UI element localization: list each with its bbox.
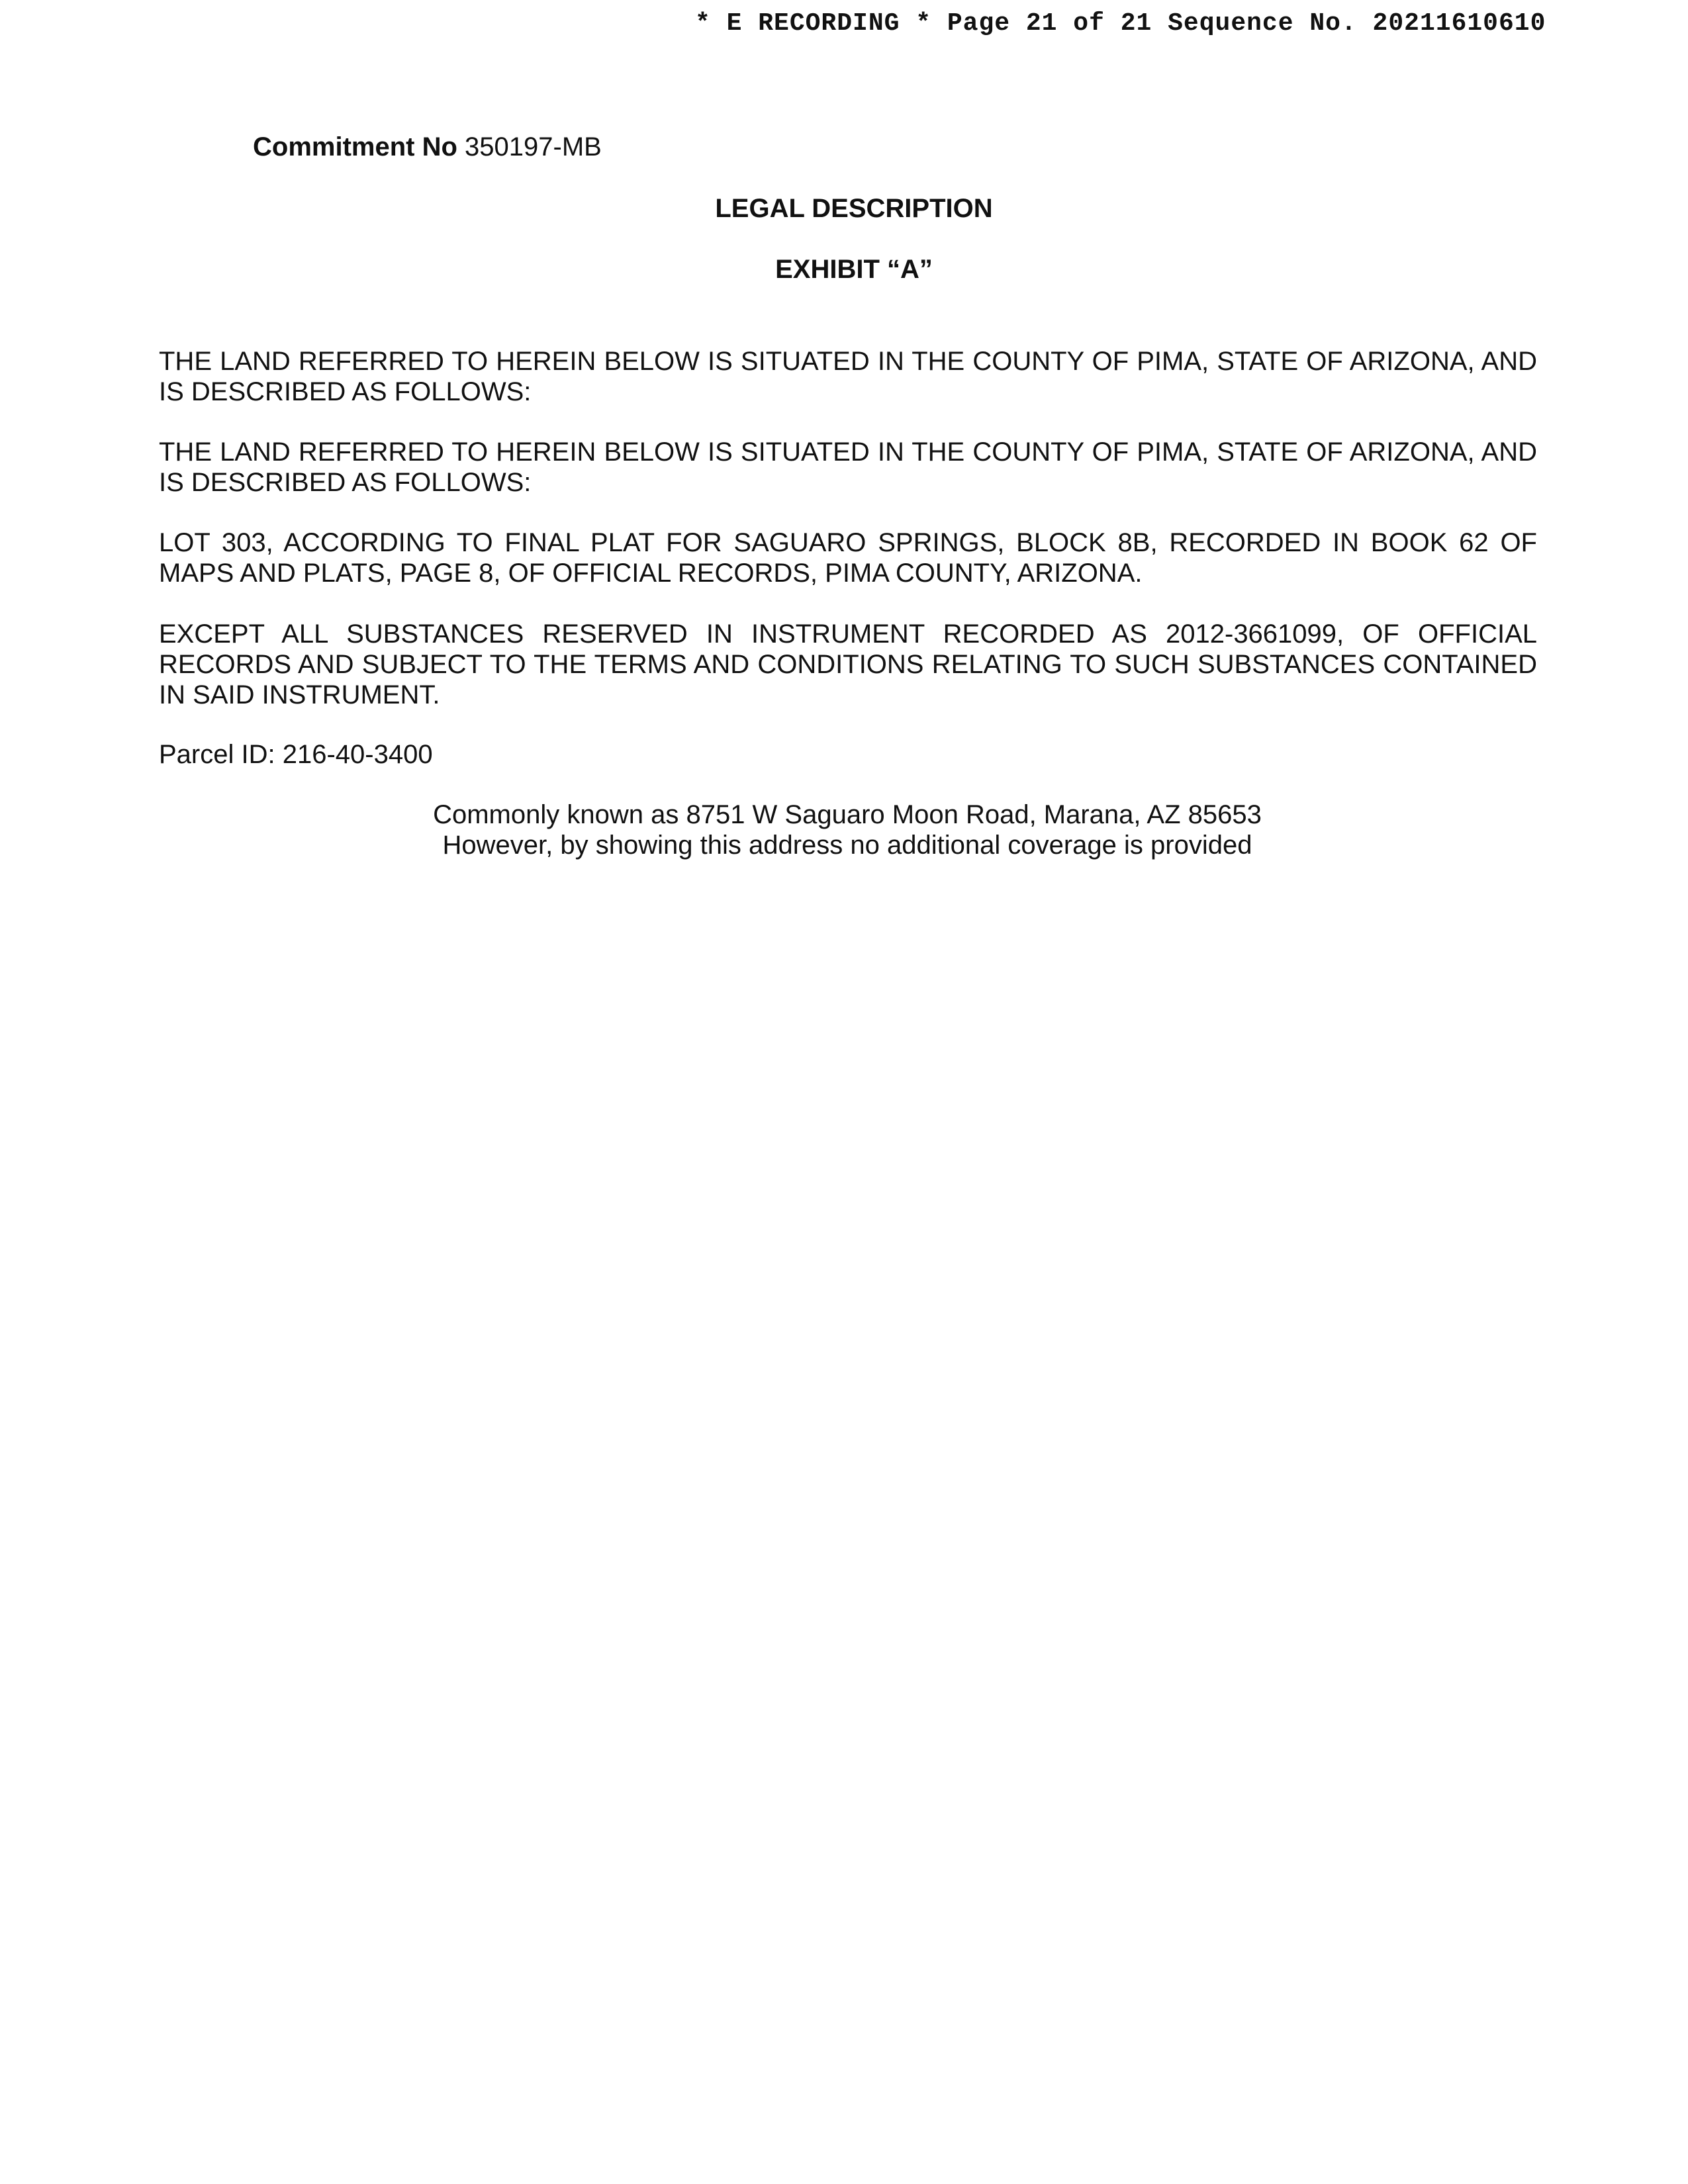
paragraph-situated-1: THE LAND REFERRED TO HEREIN BELOW IS SITUATED IN THE COUNTY OF PIMA, STATE OF ARIZONA, AND IS DESCRIBED AS FOLLOWS: (159, 347, 1537, 406)
commitment-value: 350197-MB (465, 132, 602, 161)
commitment-label: Commitment No (253, 132, 457, 161)
address-line-2: However, by showing this address no additional coverage is provided (442, 831, 1252, 860)
recording-header: * E RECORDING * Page 21 of 21 Sequence No. 20211610610 (695, 9, 1546, 38)
parcel-id: Parcel ID: 216-40-3400 (159, 740, 433, 769)
paragraph-lot-description: LOT 303, ACCORDING TO FINAL PLAT FOR SAGUARO SPRINGS, BLOCK 8B, RECORDED IN BOOK 62 OF MAPS AND PLATS, PAGE 8, OF OFFICIAL RECORDS, PIMA COUNTY, ARIZONA. (159, 528, 1537, 588)
legal-description-title: LEGAL DESCRIPTION (715, 194, 993, 223)
paragraph-situated-2: THE LAND REFERRED TO HEREIN BELOW IS SITUATED IN THE COUNTY OF PIMA, STATE OF ARIZONA, AND IS DESCRIBED AS FOLLOWS: (159, 437, 1537, 497)
commitment-number (253, 132, 602, 162)
paragraph-except-substances: EXCEPT ALL SUBSTANCES RESERVED IN INSTRUMENT RECORDED AS 2012-3661099, OF OFFICIAL RECORDS AND SUBJECT TO THE TERMS AND CONDITIONS RELATING TO SUCH SUBSTANCES CONTAINED IN SAID INSTRUMENT. (159, 619, 1537, 709)
exhibit-title: EXHIBIT “A” (775, 255, 933, 284)
address-block (0, 799, 1688, 860)
address-line-1: Commonly known as 8751 W Saguaro Moon Road, Marana, AZ 85653 (433, 800, 1262, 829)
